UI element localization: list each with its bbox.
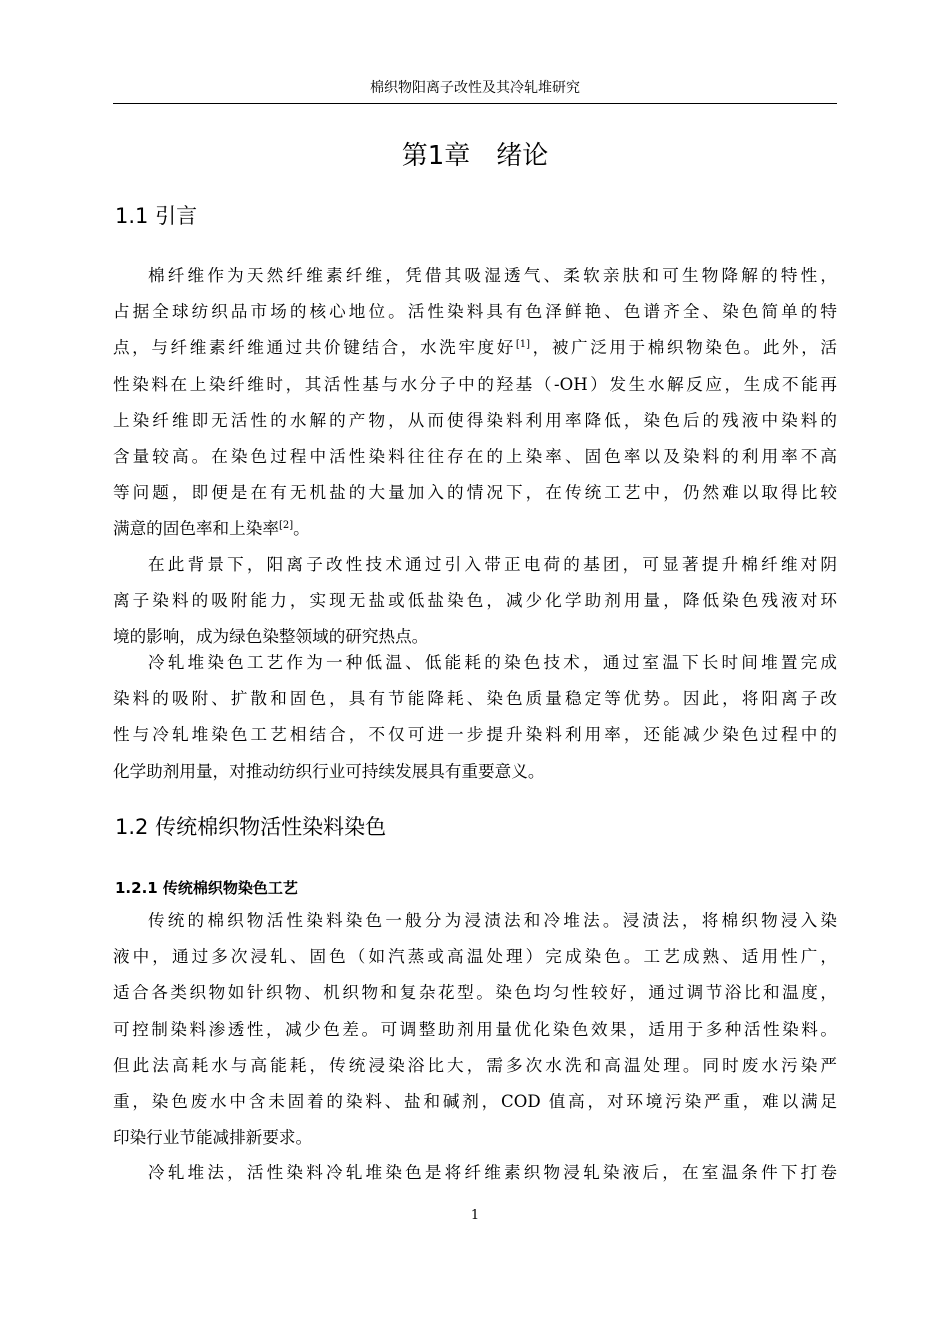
paragraph-intro-1: [113, 258, 837, 548]
text-run: 点，与纤维素纤维通过共价键结合，水洗牢度好: [113, 338, 516, 358]
text-line: 印染行业节能减排新要求。: [113, 1128, 313, 1148]
text-line: 可控制染料渗透性，减少色差。可调整助剂用量优化染色效果，适用于多种活性染料。: [113, 1019, 837, 1039]
text-line: 化学助剂用量，对推动纺织行业可持续发展具有重要意义。: [113, 761, 545, 781]
text-line: 染料的吸附、扩散和固色，具有节能降耗、染色质量稳定等优势。因此，将阳离子改: [113, 689, 837, 709]
text-line: 含量较高。在染色过程中活性染料往往存在的上染率、固色率以及染料的利用率不高: [113, 446, 837, 466]
paragraph-intro-2: [113, 547, 837, 656]
paragraph-traditional-1: [113, 903, 837, 1156]
citation-marker: [1]: [515, 339, 531, 351]
text-line: 在此背景下，阳离子改性技术通过引入带正电荷的基团，可显著提升棉纤维对阴: [148, 555, 837, 574]
text-line: 性与冷轧堆染色工艺相结合，不仅可进一步提升染料利用率，还能减少染色过程中的: [113, 725, 837, 745]
text-line: [113, 511, 837, 547]
section-heading-1-1: 1.1 引言: [115, 204, 198, 228]
text-line: 境的影响，成为绿色染整领域的研究热点。: [113, 627, 429, 647]
text-line: [113, 330, 837, 366]
page-number: 1: [470, 1208, 480, 1223]
paragraph-traditional-2: [113, 1155, 837, 1191]
text-line: 但此法高耗水与高能耗，传统浸染浴比大，需多次水洗和高温处理。同时废水污染严: [113, 1055, 837, 1075]
text-line: 占据全球纺织品市场的核心地位。活性染料具有色泽鲜艳、色谱齐全、染色简单的特: [113, 302, 837, 322]
header-rule: [113, 103, 837, 104]
chapter-title: 第1章 绪论: [401, 141, 549, 171]
text-line: 传统的棉织物活性染料染色一般分为浸渍法和冷堆法。浸渍法，将棉织物浸入染: [148, 911, 837, 930]
text-line: 性染料在上染纤维时，其活性基与水分子中的羟基（-OH）发生水解反应，生成不能再: [113, 374, 837, 394]
text-run: ，被广泛用于棉织物染色。此外，活: [530, 338, 837, 358]
citation-marker: [2]: [278, 520, 294, 532]
subsection-heading-1-2-1: 1.2.1 传统棉织物染色工艺: [115, 879, 298, 897]
text-run: 满意的固色率和上染率: [113, 519, 279, 539]
text-line: 液中，通过多次浸轧、固色（如汽蒸或高温处理）完成染色。工艺成熟、适用性广，: [113, 947, 837, 967]
text-run: 。: [293, 519, 310, 539]
text-line: 重，染色废水中含未固着的染料、盐和碱剂，COD 值高，对环境污染严重，难以满足: [113, 1091, 837, 1111]
text-line: 上染纤维即无活性的水解的产物，从而使得染料利用率降低，染色后的残液中染料的: [113, 410, 837, 430]
paragraph-intro-3: [113, 645, 837, 790]
text-line: 离子染料的吸附能力，实现无盐或低盐染色，减少化学助剂用量，降低染色残液对环: [113, 591, 837, 611]
text-line: 冷轧堆法，活性染料冷轧堆染色是将纤维素织物浸轧染液后，在室温条件下打卷: [148, 1163, 837, 1182]
text-line: 适合各类织物如针织物、机织物和复杂花型。染色均匀性较好，通过调节浴比和温度，: [113, 983, 837, 1003]
text-line: 棉纤维作为天然纤维素纤维，凭借其吸湿透气、柔软亲肤和可生物降解的特性，: [148, 266, 837, 285]
text-line: 冷轧堆染色工艺作为一种低温、低能耗的染色技术，通过室温下长时间堆置完成: [148, 653, 837, 672]
section-heading-1-2: 1.2 传统棉织物活性染料染色: [115, 815, 387, 839]
text-line: 等问题，即便是在有无机盐的大量加入的情况下，在传统工艺中，仍然难以取得比较: [113, 483, 837, 503]
running-header: 棉织物阳离子改性及其冷轧堆研究: [370, 80, 580, 96]
